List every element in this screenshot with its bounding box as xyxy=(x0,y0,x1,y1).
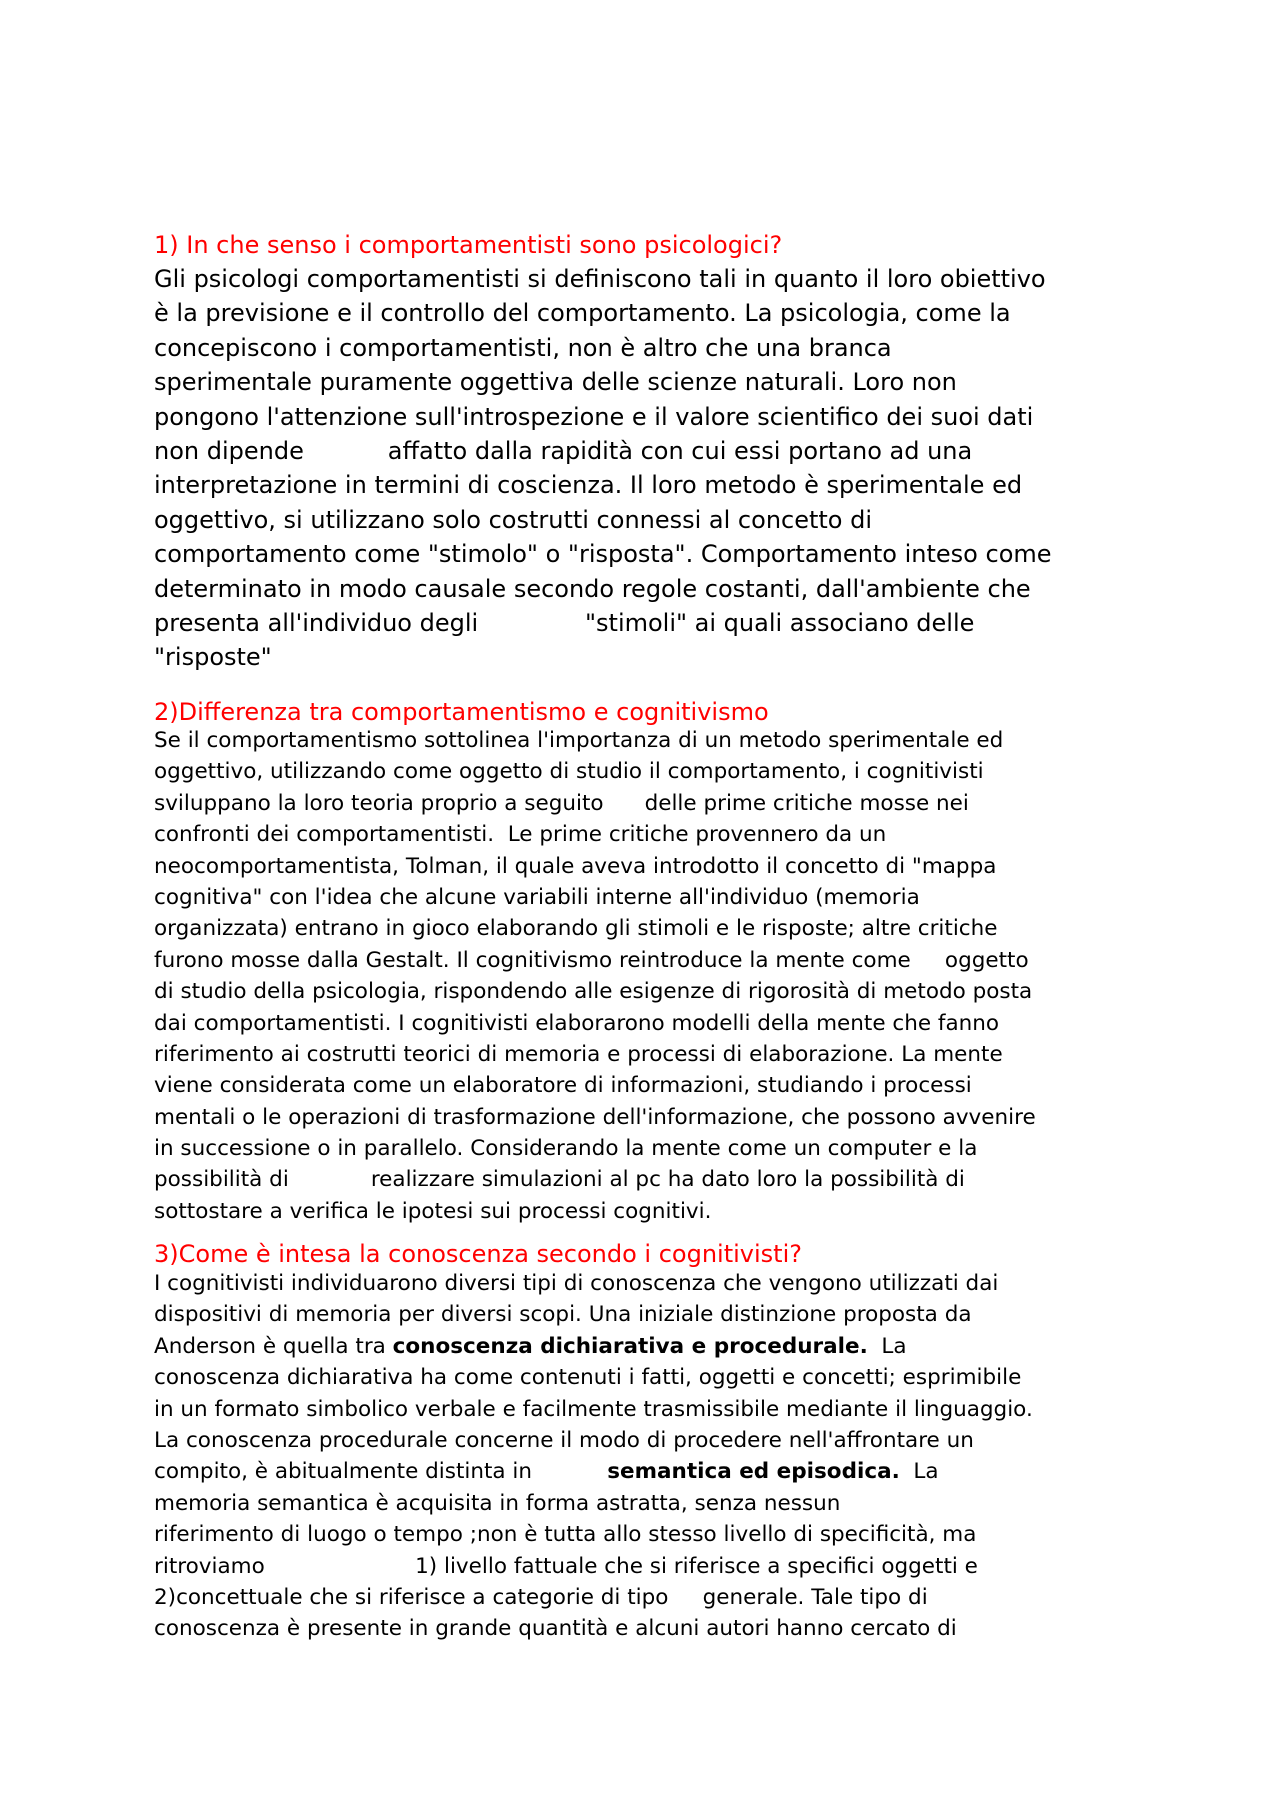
section-2-line: viene considerata come un elaboratore di informazioni, studiando i processi xyxy=(154,1073,972,1099)
line-text: Anderson è quella tra xyxy=(154,1333,393,1359)
section-2-line: di studio della psicologia, rispondendo alle esigenze di rigorosità di metodo posta xyxy=(154,979,1033,1005)
section-3-line: dispositivi di memoria per diversi scopi. Una iniziale distinzione proposta da xyxy=(154,1302,972,1328)
section-3-line: memoria semantica è acquisita in forma astratta, senza nessun xyxy=(154,1490,841,1516)
section-3-line: La conoscenza procedurale concerne il modo di procedere nell'affrontare un xyxy=(154,1427,974,1453)
section-3-line: conoscenza è presente in grande quantità e alcuni autori hanno cercato di xyxy=(154,1616,957,1642)
section-3-line: conoscenza dichiarativa ha come contenuti i fatti, oggetti e concetti; esprimibile xyxy=(154,1365,1022,1391)
section-2-line: sviluppano la loro teoria proprio a seguito delle prime critiche mosse nei xyxy=(154,790,969,816)
section-1-line: pongono l'attenzione sull'introspezione e il valore scientifico dei suoi dati xyxy=(154,402,1034,431)
line-text: La xyxy=(867,1333,907,1359)
section-1-line: "risposte" xyxy=(154,643,272,672)
section-1-line: non dipende affatto dalla rapidità con cui essi portano ad una xyxy=(154,436,973,465)
section-1-line: determinato in modo causale secondo regole costanti, dall'ambiente che xyxy=(154,574,1031,603)
line-text: compito, è abitualmente distinta in xyxy=(154,1459,608,1485)
section-2-line: sottostare a verifica le ipotesi sui processi cognitivi. xyxy=(154,1198,712,1224)
section-2-line: possibilità di realizzare simulazioni al pc ha dato loro la possibilità di xyxy=(154,1167,965,1193)
section-1-line: Gli psicologi comportamentisti si definiscono tali in quanto il loro obiettivo xyxy=(154,265,1046,293)
section-3-line: ritroviamo 1) livello fattuale che si riferisce a specifici oggetti e xyxy=(154,1553,978,1579)
bold-term-declarative-procedural: conoscenza dichiarativa e procedurale. xyxy=(392,1333,868,1359)
section-1-title: 1) In che senso i comportamentisti sono psicologici? xyxy=(154,231,783,259)
section-1-line: comportamento come "stimolo" o "risposta". Comportamento inteso come xyxy=(154,540,1052,569)
section-3-line: in un formato simbolico verbale e facilmente trasmissibile mediante il linguaggio. xyxy=(154,1396,1033,1422)
section-3-line xyxy=(154,1456,1033,1487)
section-1-line: interpretazione in termini di coscienza. Il loro metodo è sperimentale ed xyxy=(154,471,1023,500)
section-3-line: 2)concettuale che si riferisce a categorie di tipo generale. Tale tipo di xyxy=(154,1584,928,1610)
section-2-line: riferimento ai costrutti teorici di memoria e processi di elaborazione. La mente xyxy=(154,1041,1003,1067)
line-text: La xyxy=(899,1459,939,1485)
section-1-line: è la previsione e il controllo del comportamento. La psicologia, come la xyxy=(154,299,1011,328)
section-2-title: 2)Differenza tra comportamentismo e cognitivismo xyxy=(154,698,769,726)
section-2-body xyxy=(154,725,1036,1227)
section-1-line: sperimentale puramente oggettiva delle scienze naturali. Loro non xyxy=(154,368,957,397)
section-1-line: concepiscono i comportamentisti, non è altro che una branca xyxy=(154,333,892,362)
section-2-line: in successione o in parallelo. Considerando la mente come un computer e la xyxy=(154,1136,978,1162)
bold-term-semantic-episodic: semantica ed episodica. xyxy=(607,1459,900,1485)
section-2-line: dai comportamentisti. I cognitivisti elaborarono modelli della mente che fanno xyxy=(154,1010,1000,1036)
section-1-body xyxy=(154,262,1052,675)
section-2-line: Se il comportamentismo sottolinea l'importanza di un metodo sperimentale ed xyxy=(154,728,1004,753)
section-2-line: organizzata) entrano in gioco elaborando gli stimoli e le risposte; altre critiche xyxy=(154,916,998,942)
section-1-line: oggettivo, si utilizzano solo costrutti connessi al concetto di xyxy=(154,505,873,534)
section-2-line: cognitiva" con l'idea che alcune variabili interne all'individuo (memoria xyxy=(154,884,920,910)
section-2-line: oggettivo, utilizzando come oggetto di studio il comportamento, i cognitivisti xyxy=(154,759,984,785)
section-2-line: mentali o le operazioni di trasformazione dell'informazione, che possono avvenire xyxy=(154,1104,1036,1130)
section-3-body xyxy=(154,1268,1033,1645)
section-2-line: furono mosse dalla Gestalt. Il cognitivismo reintroduce la mente come oggetto xyxy=(154,947,1029,973)
section-3-line: I cognitivisti individuarono diversi tipi di conoscenza che vengono utilizzati dai xyxy=(154,1271,999,1296)
section-3-line: riferimento di luogo o tempo ;non è tutta allo stesso livello di specificità, ma xyxy=(154,1522,977,1548)
section-3-line xyxy=(154,1331,1033,1362)
section-2-line: confronti dei comportamentisti. Le prime critiche provennero da un xyxy=(154,822,887,848)
section-2-line: neocomportamentista, Tolman, il quale aveva introdotto il concetto di "mappa xyxy=(154,853,997,879)
section-1-line: presenta all'individuo degli "stimoli" ai quali associano delle xyxy=(154,608,975,637)
section-3-title: 3)Come è intesa la conoscenza secondo i cognitivisti? xyxy=(154,1240,802,1268)
